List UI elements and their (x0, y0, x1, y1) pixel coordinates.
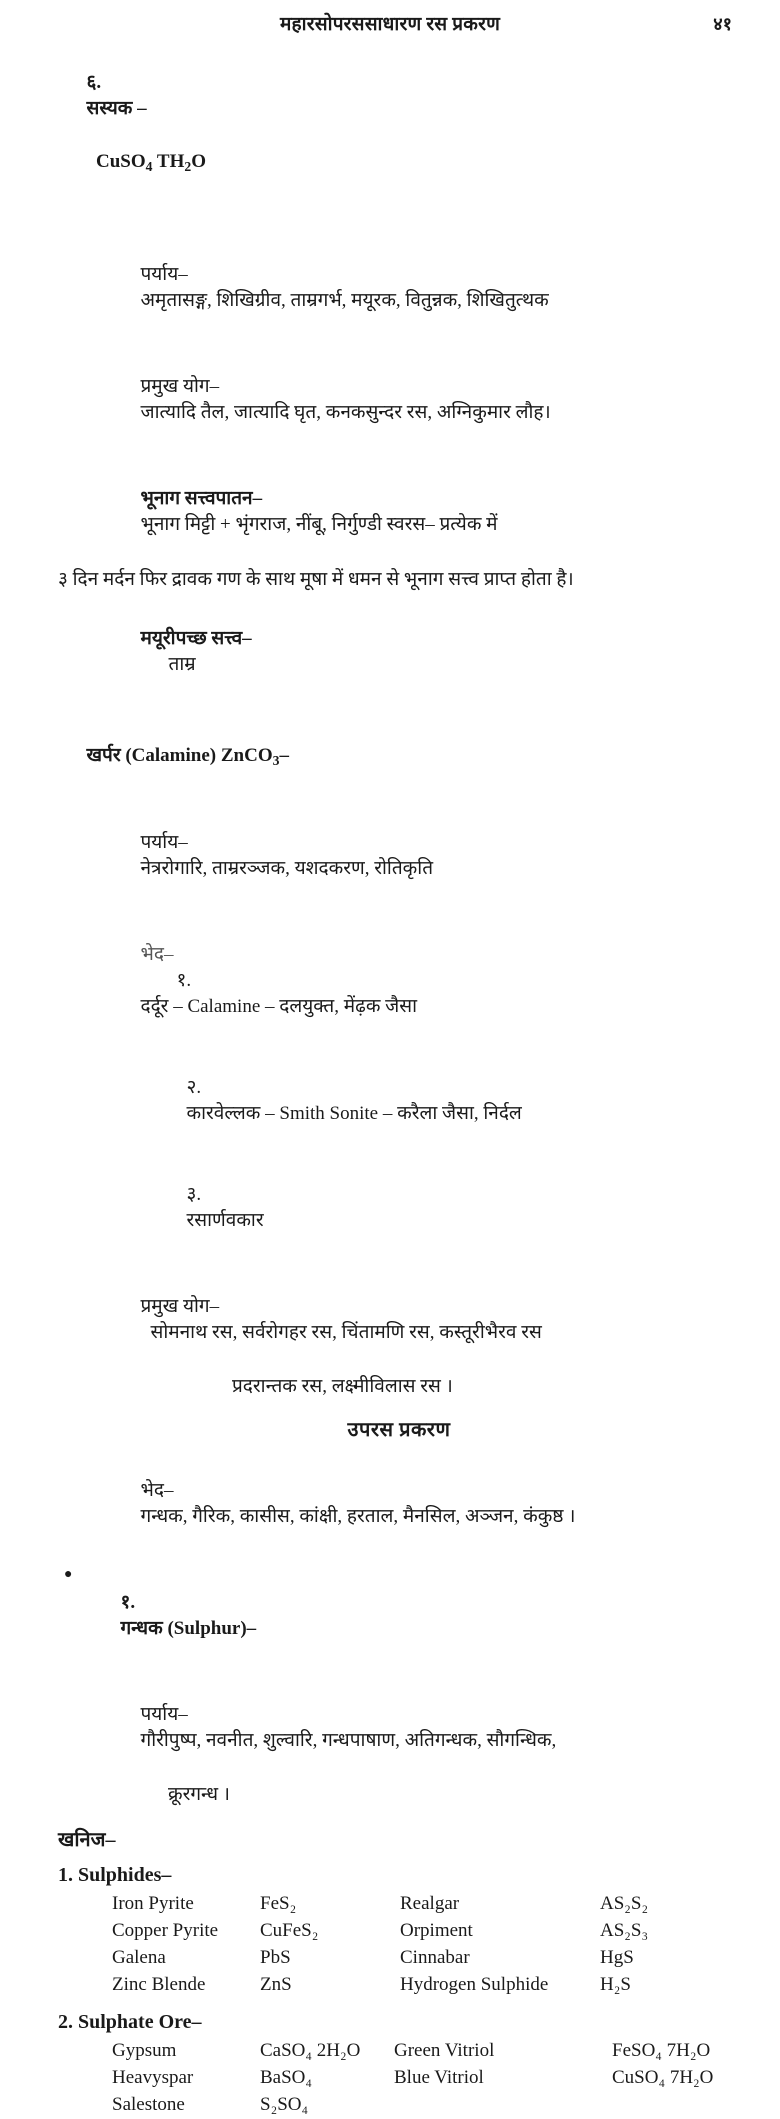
kharpar-bhed-item-3-num: ३. (186, 1183, 202, 1205)
gandhak-paryay-text-1: गौरीपुष्प, नवनीत, शुल्वारि, गन्धपाषाण, अतिगन्धक, सौगन्धिक, (140, 1729, 557, 1751)
sasyak-formula-sub2: 2 (184, 158, 192, 174)
kharpar-bhed-item-2-text: कारवेल्लक – Smith Sonite – करैला जैसा, निर्दल (186, 1103, 522, 1125)
sulphate-ore-table (112, 2038, 713, 2119)
table-row (112, 1918, 648, 1945)
kharpar-paryay-line (58, 804, 740, 909)
mayurpiccha-value: ताम्र (168, 654, 196, 676)
gandhak-heading-text: गन्धक (Sulphur)– (120, 1618, 257, 1639)
sulphides-formula-2: AS₂S₂ (600, 1892, 649, 1914)
kharpar-yog-label: प्रमुख योग– (140, 1295, 220, 1317)
gandhak-number: १. (120, 1591, 136, 1613)
sasyak-formula-mid: TH (152, 150, 185, 172)
sulphate-formula-2: CuSO₄ 7H₂O (612, 2066, 714, 2088)
table-row (112, 1945, 648, 1972)
sulphate-name-2: Green Vitriol (394, 2039, 495, 2061)
table-row (112, 1972, 648, 1999)
sulphides-formula-1: FeS₂ (260, 1892, 297, 1914)
uparas-bhed-text: गन्धक, गैरिक, कासीस, कांक्षी, हरताल, मैनसिल, अञ्जन, कंकुष्ठ । (140, 1506, 576, 1528)
kharpar-bhed-label: भेद– (140, 943, 174, 965)
sasyak-formula-sub1: 4 (145, 158, 153, 174)
sulphides-name-1: Copper Pyrite (112, 1919, 219, 1941)
bhunag-text-1: भूनाग मिट्टी + भृंगराज, नींबू, निर्गुण्डी स्वरस– प्रत्येक में (140, 514, 498, 536)
table-row (112, 2065, 713, 2092)
sulphides-name-1: Galena (112, 1946, 166, 1968)
sasyak-heading-text: सस्यक – (86, 98, 147, 120)
sasyak-paryay-line (58, 236, 740, 341)
sulphides-formula-2: AS₂S₃ (600, 1919, 649, 1941)
page-number: ४१ (713, 14, 732, 34)
kharpar-paryay-label: पर्याय– (140, 832, 188, 854)
kharpar-bhed-row-1 (58, 916, 740, 1047)
sulphides-name-2: Hydrogen Sulphide (400, 1973, 549, 1995)
sulphate-formula-2 (612, 2092, 713, 2119)
gandhak-heading (82, 1564, 256, 1669)
bhunag-line-1 (58, 460, 740, 565)
page-title: महारसोपरससाधारण रस प्रकरण (279, 14, 501, 35)
bhunag-line-2: ३ दिन मर्दन फिर द्रावक गण के साथ मूषा में धमन से भूनाग सत्त्व प्राप्त होता है। (58, 568, 574, 590)
kharpar-bhed-item-1-text: दर्दूर – Calamine – दलयुक्त, मेंढ़क जैसा (140, 996, 418, 1018)
sasyak-yog-line (58, 348, 740, 453)
sulphate-name-2 (394, 2092, 612, 2119)
sulphides-formula-2: HgS (600, 1946, 634, 1968)
kharpar-bhed-item-3-text: रसार्णवकार (186, 1210, 264, 1232)
mayurpiccha-line (58, 600, 740, 705)
uparas-bhed-label: भेद– (140, 1479, 174, 1501)
sulphides-table (112, 1891, 648, 1999)
sulphides-formula-1: ZnS (260, 1973, 292, 1995)
table-row (112, 1891, 648, 1918)
gandhak-paryay-line-2: क्रूरगन्ध । (168, 1784, 230, 1806)
sasyak-formula (58, 151, 206, 200)
kharpar-heading-dash: – (279, 744, 289, 766)
uparas-bhed-line (58, 1452, 740, 1557)
sasyak-heading-number: ६. (86, 72, 102, 94)
sulphides-name-2: Orpiment (400, 1919, 473, 1941)
sulphides-formula-2: H₂S (600, 1973, 631, 1995)
sulphate-ore-heading: 2. Sulphate Ore– (58, 2010, 202, 2033)
sulphides-name-2: Cinnabar (400, 1946, 470, 1968)
kharpar-yog-text-1: सोमनाथ रस, सर्वरोगहर रस, चिंतामणि रस, कस्तूरीभैरव रस (150, 1322, 542, 1344)
kharpar-heading (58, 717, 740, 797)
page-content (0, 44, 780, 2119)
page-header (0, 0, 780, 44)
sulphides-name-2: Realgar (400, 1892, 460, 1914)
sulphides-formula-1: PbS (260, 1946, 291, 1968)
bhunag-heading: भूनाग सत्त्वपातन– (140, 487, 263, 509)
kharpar-yog-line-2: प्रदरान्तक रस, लक्ष्मीविलास रस । (232, 1376, 453, 1398)
mayurpiccha-label: मयूरीपच्छ सत्त्व– (140, 628, 252, 650)
kharpar-bhed-row-3 (58, 1156, 740, 1261)
sasyak-paryay-label: पर्याय– (140, 264, 188, 286)
sulphate-name-1: Salestone (112, 2093, 185, 2115)
sulphate-name-1: Heavyspar (112, 2066, 194, 2088)
sasyak-paryay-text: अमृतासङ्ग, शिखिग्रीव, ताम्रगर्भ, मयूरक, वितुन्नक, शिखितुत्थक (140, 290, 549, 312)
sulphate-name-1: Gypsum (112, 2039, 177, 2061)
sulphate-formula-1: BaSO₄ (260, 2066, 313, 2088)
bullet-icon: ● (64, 1566, 73, 1582)
kharpar-heading-text: खर्पर (Calamine) ZnCO (86, 744, 273, 766)
kharpar-bhed-item-2-num: २. (186, 1077, 202, 1099)
sulphides-heading: 1. Sulphides– (58, 1863, 172, 1886)
sasyak-yog-label: प्रमुख योग– (140, 376, 220, 398)
sasyak-formula-prefix: CuSO (96, 150, 146, 172)
sulphides-formula-1: CuFeS₂ (260, 1919, 319, 1941)
table-row (112, 2038, 713, 2065)
kharpar-heading-sub: 3 (272, 752, 280, 768)
kharpar-yog-line-1 (58, 1268, 740, 1373)
sasyak-yog-text: जात्यादि तैल, जात्यादि घृत, कनकसुन्दर रस, अग्निकुमार लौह। (140, 402, 551, 424)
khanij-heading: खनिज– (58, 1828, 116, 1851)
sulphate-formula-1: CaSO₄ 2H₂O (260, 2039, 361, 2061)
sasyak-heading (58, 44, 740, 229)
kharpar-paryay-text: नेत्ररोगारि, ताम्ररञ्जक, यशदकरण, रोतिकृति (140, 858, 434, 880)
gandhak-paryay-label: पर्याय– (140, 1703, 188, 1725)
gandhak-paryay-line-1 (58, 1675, 740, 1780)
sulphides-name-1: Zinc Blende (112, 1973, 206, 1995)
sulphate-formula-2: FeSO₄ 7H₂O (612, 2039, 711, 2061)
sulphides-name-1: Iron Pyrite (112, 1892, 194, 1914)
kharpar-bhed-item-1-num: १. (176, 970, 192, 992)
kharpar-bhed-row-2 (58, 1049, 740, 1154)
sulphate-name-2: Blue Vitriol (394, 2066, 484, 2088)
table-row (112, 2092, 713, 2119)
gandhak-heading-row (58, 1564, 740, 1669)
sulphate-formula-1: S₂SO₄ (260, 2093, 309, 2115)
sasyak-formula-suffix: O (191, 150, 206, 172)
uparas-heading: उपरस प्रकरण (347, 1418, 451, 1441)
